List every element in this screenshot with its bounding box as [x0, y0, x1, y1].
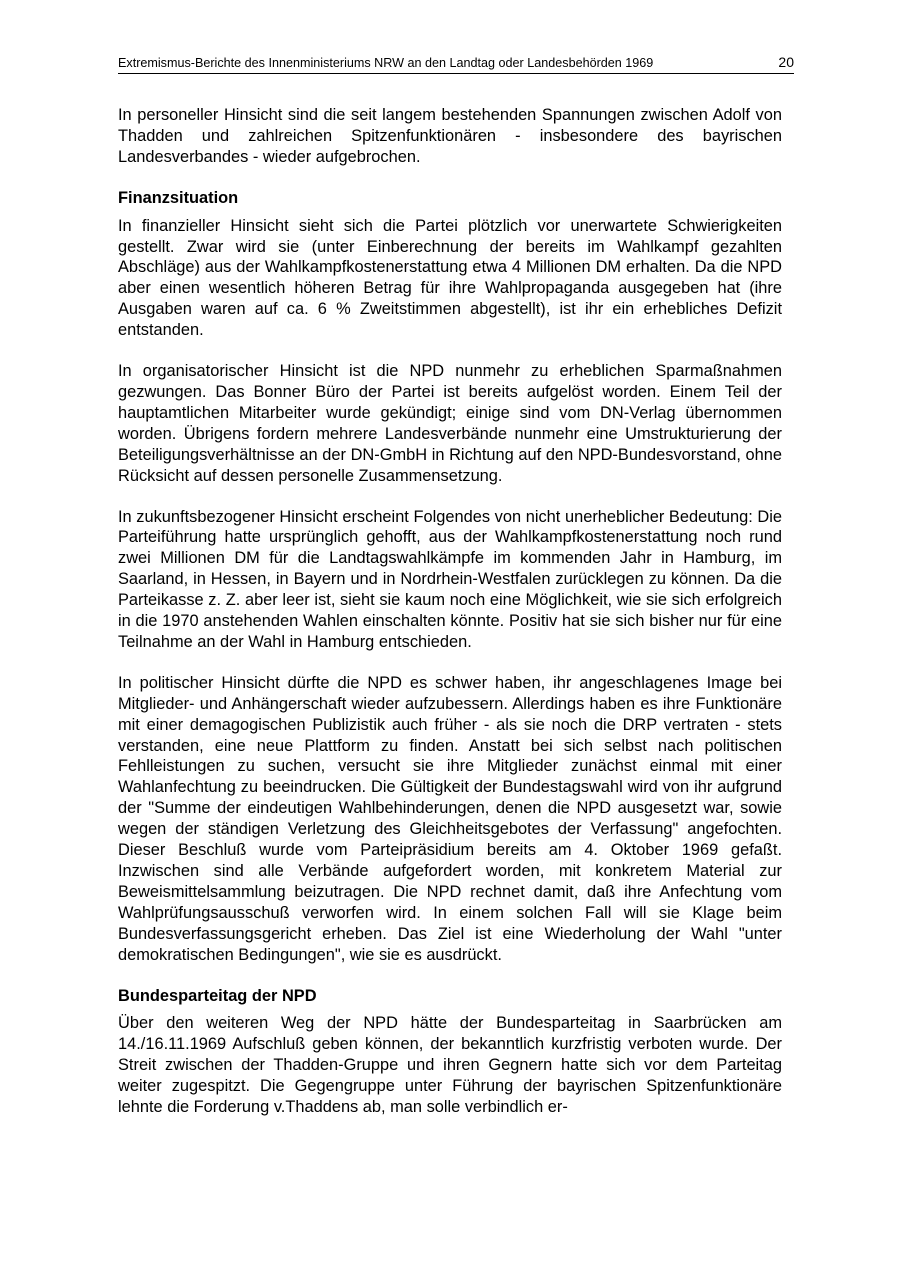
paragraph-personnel: In personeller Hinsicht sind die seit langem bestehenden Spannungen zwischen Adolf von Thadden und zahlreichen Spitzenfunktionären - insbesondere des bayrischen Landesverbandes - wieder aufgebrochen. — [118, 106, 782, 166]
paragraph-party-congress: Über den weiteren Weg der NPD hätte der Bundesparteitag in Saarbrücken am 14./16.11.1969 Aufschluß geben können, der bekanntlich kurzfristig verboten wurde. Der Streit zwischen der Thadden-Gruppe und ihren Gegnern hatte sich vor dem Parteitag weiter zugespitzt. Die Gegengruppe unter Führung der bayrischen Spitzenfunktionäre lehnte die Forderung v.Thaddens ab, man solle verbindlich er- — [118, 1014, 782, 1117]
header-title: Extremismus-Berichte des Innenministeriums NRW an den Landtag oder Landesbehörden 1969 — [118, 56, 654, 70]
heading-finanzsituation: Finanzsituation — [118, 188, 239, 207]
paragraph-financial: In finanzieller Hinsicht sieht sich die Partei plötzlich vor unerwartete Schwierigkeiten gestellt. Zwar wird sie (unter Einberechnung der bereits im Wahlkampf gezahlten Abschläge) aus der Wahlkampfkostenerstattung etwa 4 Millionen DM erhalten. Da die NPD aber einen wesentlich höheren Betrag für ihre Wahlpropaganda ausgegeben hat (ihre Ausgaben waren auf ca. 6 % Zweitstimmen abgestellt), ist ihr ein erhebliches Defizit entstanden. — [118, 216, 782, 340]
page-header — [118, 54, 794, 74]
page-number: 20 — [778, 54, 794, 70]
paragraph-organisational: In organisatorischer Hinsicht ist die NPD nunmehr zu erheblichen Sparmaßnahmen gezwungen. Das Bonner Büro der Partei ist bereits aufgelöst worden. Einem Teil der hauptamtlichen Mitarbeiter wurde gekündigt; einige sind vom DN-Verlag übernommen worden. Übrigens fordern mehrere Landesverbände nunmehr eine Umstrukturierung der Beteiligungsverhältnisse an der DN-GmbH in Richtung auf den NPD-Bundesvorstand, ohne Rücksicht auf dessen personelle Zusammensetzung. — [118, 362, 782, 485]
paragraph-political: In politischer Hinsicht dürfte die NPD es schwer haben, ihr angeschlagenes Image bei Mitglieder- und Anhängerschaft wieder aufzubessern. Allerdings haben es ihre Funktionäre mit einer demagogischen Publizistik auch früher - als sie noch die DRP vertraten - stets verstanden, eine neue Plattform zu finden. Anstatt bei sich selbst nach politischen Fehlleistungen zu suchen, versucht sie ihre Mitglieder zunächst einmal mit einer Wahlanfechtung zu beeindrucken. Die Gültigkeit der Bundestagswahl wird von ihr aufgrund der "Summe der eindeutigen Wahlbehinderungen, denen die NPD ausgesetzt war, sowie wegen der ständigen Verletzung des Gleichheitsgebotes der Verfassung" angefochten. Dieser Beschluß wurde vom Parteipräsidium bereits am 4. Oktober 1969 gefaßt. Inzwischen sind alle Verbände aufgefordert worden, mit konkretem Material zur Beweismittelsammlung beizutragen. Die NPD rechnet damit, daß ihre Anfechtung vom Wahlprüfungsausschuß verworfen wird. In einem solchen Fall will sie Klage beim Bundesverfassungsgericht erheben. Das Ziel ist eine Wiederholung der Wahl "unter demokratischen Bedingungen", wie sie es ausdrückt. — [118, 673, 782, 964]
paragraph-future: In zukunftsbezogener Hinsicht erscheint Folgendes von nicht unerheblicher Bedeutung: Die Parteiführung hatte ursprünglich gehofft, aus der Wahlkampfkostenerstattung noch rund zwei Millionen DM für die Landtagswahlkämpfe im kommenden Jahr in Hamburg, im Saarland, in Hessen, in Bayern und in Nordrhein-Westfalen zurücklegen zu können. Da die Parteikasse z. Z. aber leer ist, sieht sie kaum noch eine Möglichkeit, wie sie sich erfolgreich in die 1970 anstehenden Wahlen einschalten könnte. Positiv hat sie sich bisher nur für eine Teilnahme an der Wahl in Hamburg entschieden. — [118, 507, 782, 651]
document-body — [118, 105, 782, 1118]
heading-bundesparteitag: Bundesparteitag der NPD — [118, 986, 317, 1005]
